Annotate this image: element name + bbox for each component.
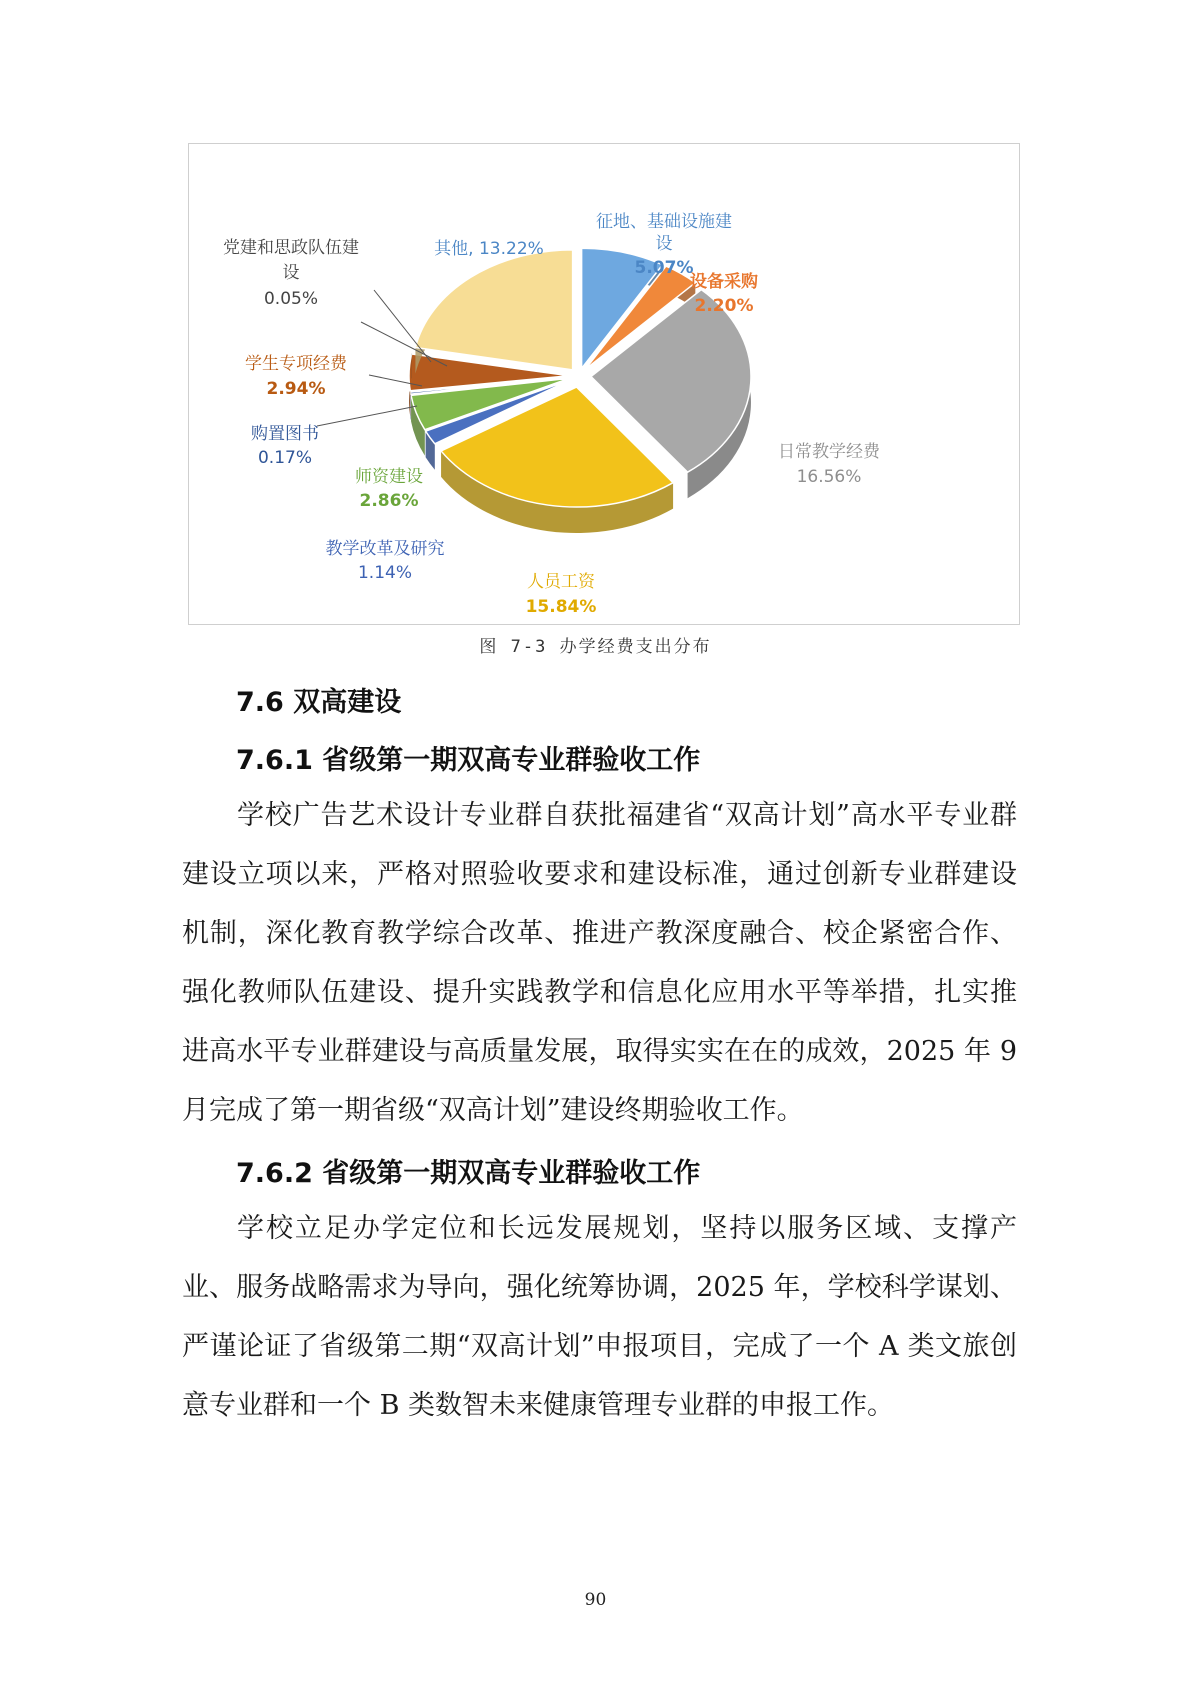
label-party-line1: 党建和思政队伍建 [223,238,359,258]
label-salary: 人员工资 [527,572,595,592]
value-books: 0.17% [257,448,313,468]
label-party-line2: 设 [282,263,300,283]
value-faculty: 2.86% [359,491,419,511]
label-daily-teaching: 日常教学经费 [778,442,880,462]
leader-line-2 [317,406,417,426]
label-other: 其他, 13.22% [434,239,544,259]
value-infra: 5.07% [634,258,694,278]
value-equipment: 2.20% [694,296,754,316]
pie-chart-frame [188,143,1020,625]
section-heading-7-6-2: 7.6.2 省级第一期双高专业群验收工作 [236,1158,701,1189]
value-teaching-reform: 1.14% [357,563,413,583]
pie-slice-9 [415,250,572,370]
page-number: 90 [584,1590,607,1610]
label-infra-line1: 征地、基础设施建 [596,212,732,232]
value-party: 0.05% [263,289,319,309]
section-heading-7-6: 7.6 双高建设 [236,687,402,718]
label-equipment: 设备采购 [690,272,758,292]
value-student-funds: 2.94% [266,379,326,399]
value-daily-teaching: 16.56% [796,467,862,487]
paragraph-7-6-1: 学校广告艺术设计专业群自获批福建省“双高计划”高水平专业群建设立项以来，严格对照验收要求和建设标准，通过创新专业群建设机制，深化教育教学综合改革、推进产教深度融合、校企紧密合作、强化教师队伍建设、提升实践教学和信息化应用水平等举措，扎实推进高水平专业群建设与高质量发展，取得实实在在的成效，2025 年 9 月完成了第一期省级“双高计划”建设终期验收工作。 [182,800,1017,1126]
label-faculty: 师资建设 [355,467,423,487]
label-teaching-reform: 教学改革及研究 [325,539,445,559]
section-heading-7-6-1: 7.6.1 省级第一期双高专业群验收工作 [236,745,701,776]
label-student-funds: 学生专项经费 [245,354,347,374]
value-salary: 15.84% [525,597,597,617]
figure-caption: 图 7-3 办学经费支出分布 [479,637,712,657]
label-books: 购置图书 [251,424,319,444]
leader-line-0 [374,290,431,362]
paragraph-7-6-2: 学校立足办学定位和长远发展规划，坚持以服务区域、支撑产业、服务战略需求为导向，强化统筹协调，2025 年，学校科学谋划、严谨论证了省级第二期“双高计划”申报项目，完成了一个 A 类文旅创意专业群和一个 B 类数智未来健康管理专业群的申报工作。 [182,1213,1017,1421]
pie-chart [189,144,1021,626]
label-infra-line2: 设 [655,234,673,254]
